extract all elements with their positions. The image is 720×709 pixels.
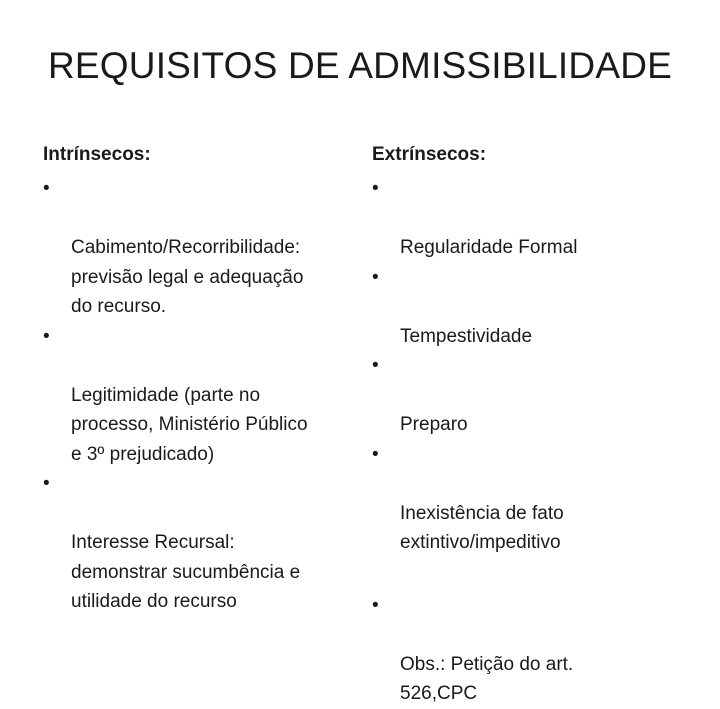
list-item-tempestividade [372,263,702,352]
intrinsecos-heading: Intrínsecos: [43,144,151,165]
bullet-icon: • [43,325,50,347]
bullet-icon: • [372,443,379,465]
list-item-preparo [372,351,702,440]
intrinsecos-list [43,174,353,617]
bullet-icon: • [43,473,50,494]
list-item-legitimidade [43,322,353,470]
extrinsecos-list [372,174,702,709]
list-item-interesse-recursal [43,469,353,617]
list-item-text: Interesse Recursal: demonstrar sucumbência e utilidade do recurso [71,532,301,612]
list-item-cabimento [43,174,353,322]
list-item-text: Inexistência de fato extintivo/impeditivo [400,502,564,553]
bullet-icon: • [372,355,379,376]
list-item-text: Obs.: Petição do art. 526,CPC [400,653,574,704]
list-item-text: Tempestividade [400,325,533,347]
list-item-text: Cabimento/Recorribilidade: previsão legal e adequação do recurso. [71,237,304,317]
extrinsecos-heading: Extrínsecos: [372,144,487,165]
page-title: REQUISITOS DE ADMISSIBILIDADE [48,45,672,86]
list-item-obs [372,591,702,709]
bullet-icon: • [372,266,379,288]
bullet-icon: • [372,594,379,616]
list-item-text: Regularidade Formal [400,237,578,258]
list-item-text: Preparo [400,414,468,435]
list-item-regularidade-formal [372,174,702,263]
list-item-text: Legitimidade (parte no processo, Ministério Público e 3º prejudicado) [71,384,308,465]
bullet-icon: • [372,178,379,199]
bullet-icon: • [43,178,50,199]
